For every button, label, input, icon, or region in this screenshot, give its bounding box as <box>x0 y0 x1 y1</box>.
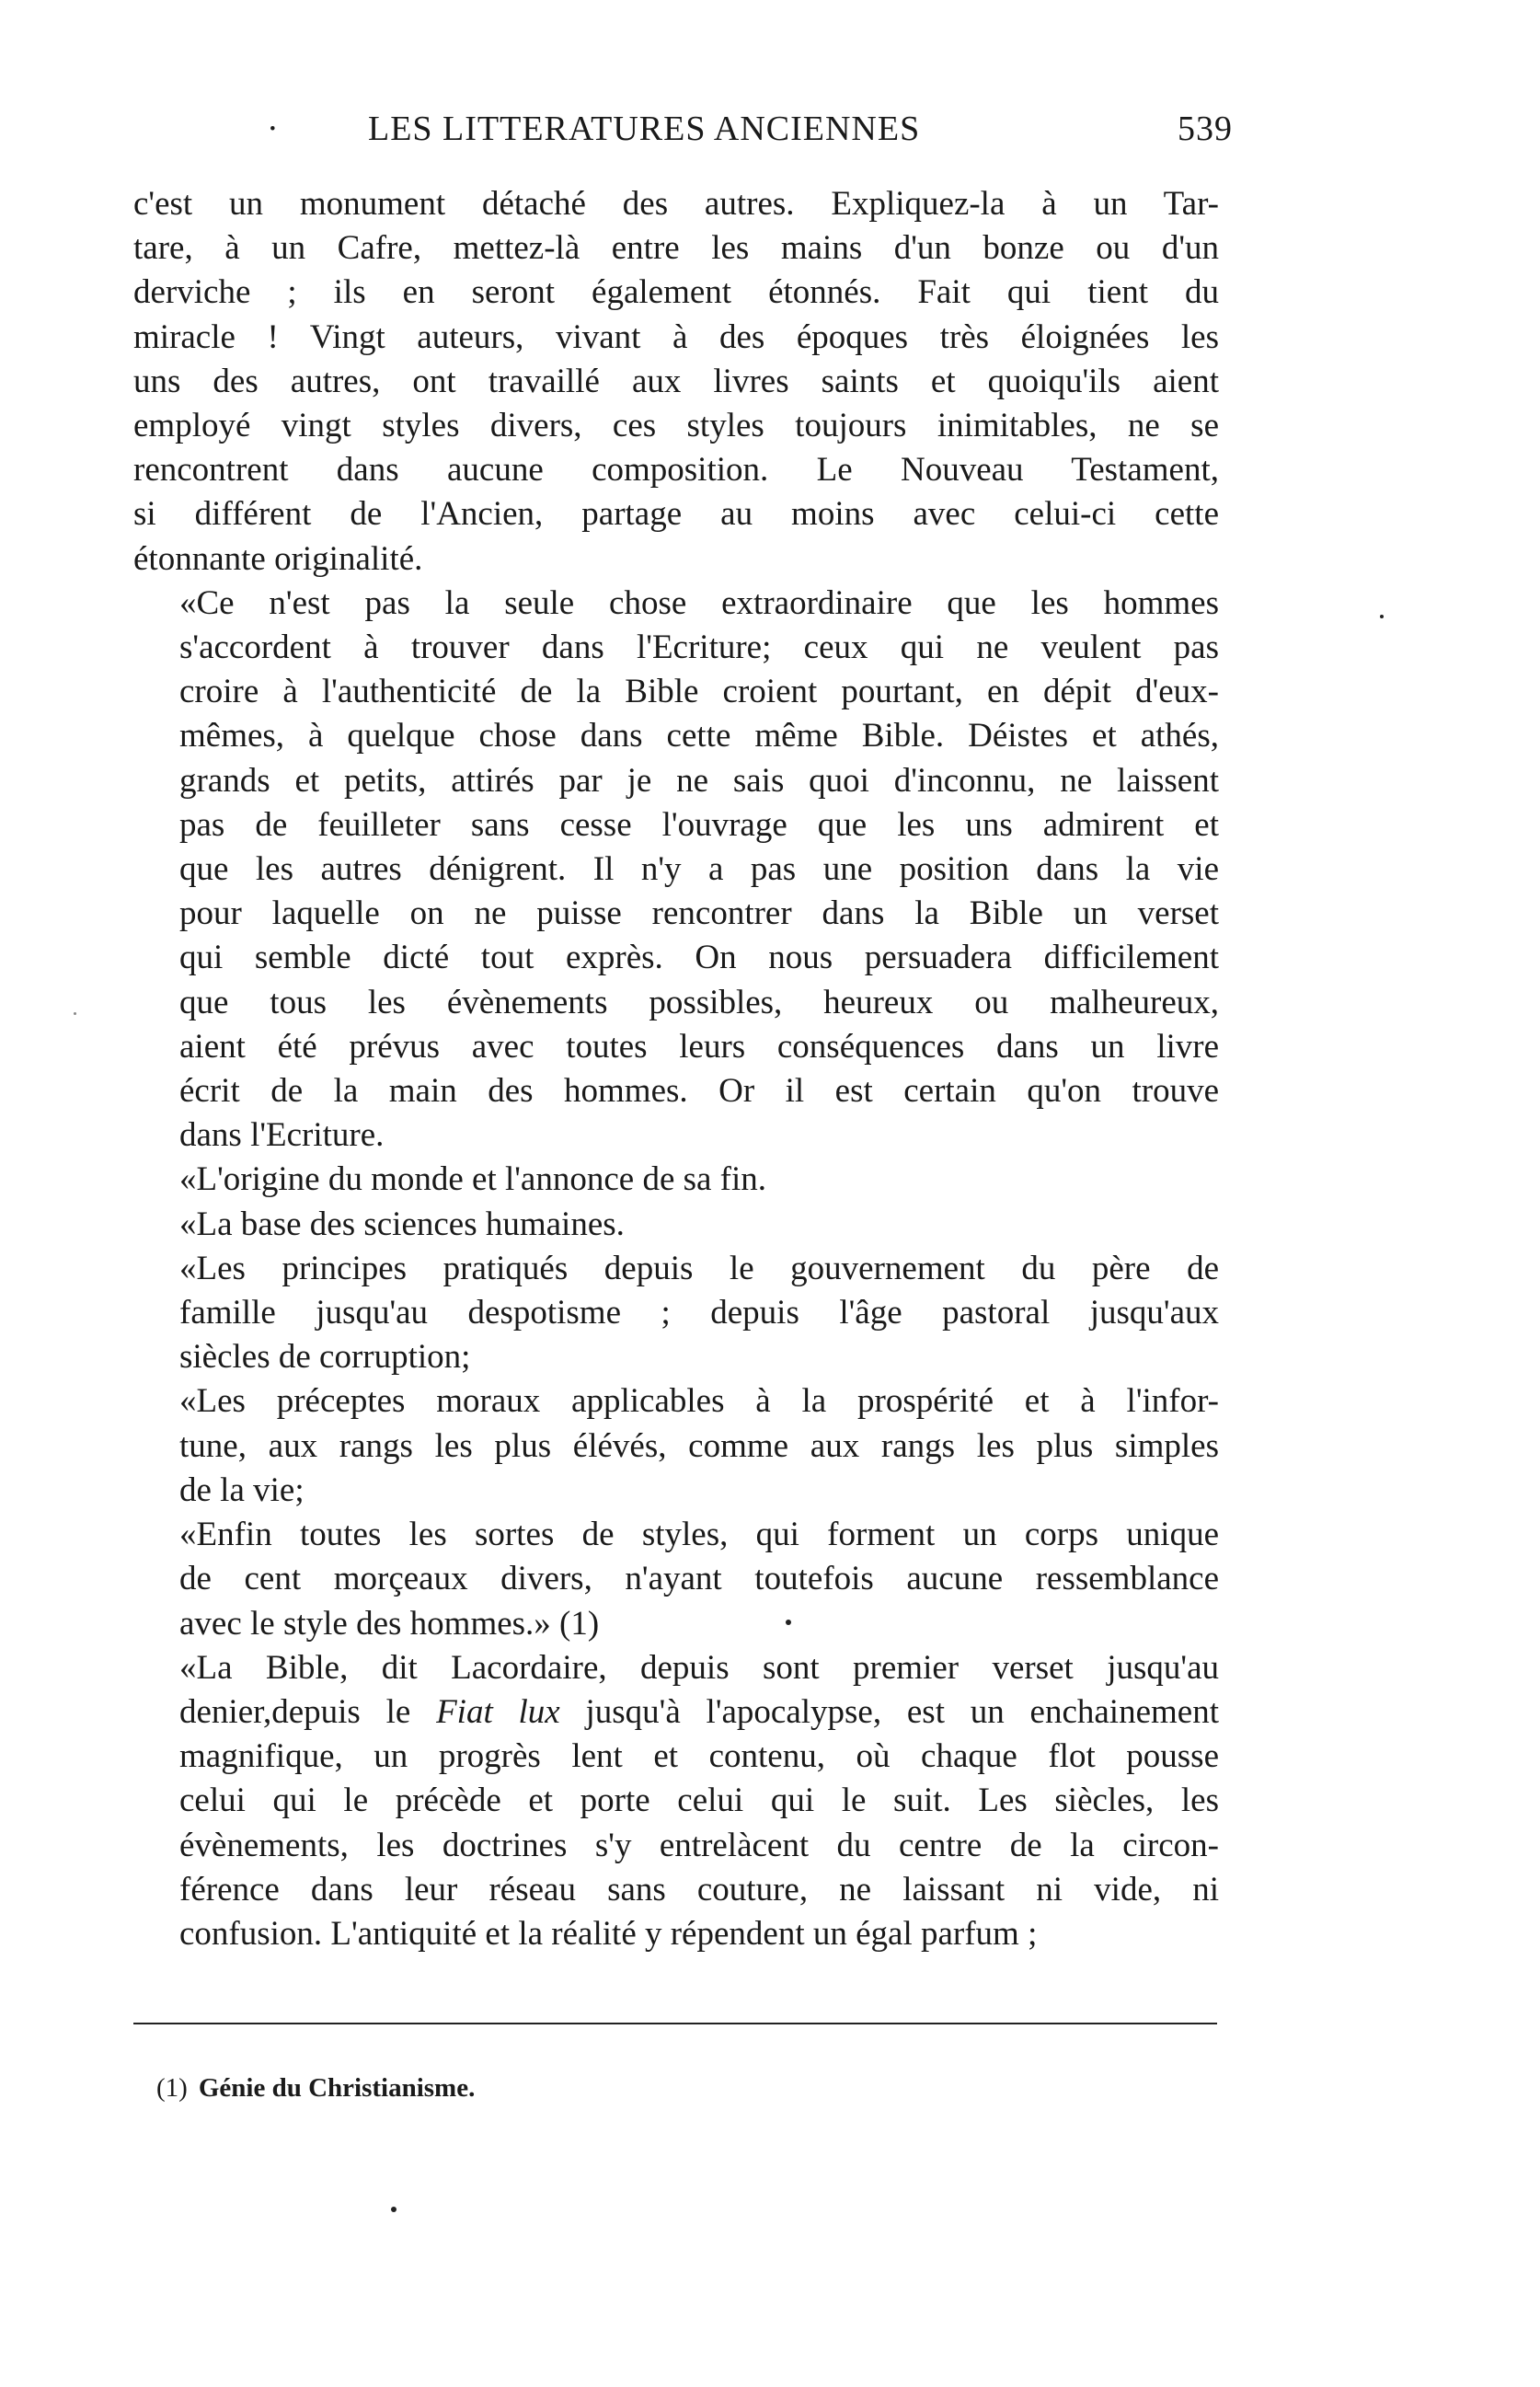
paragraph <box>133 1247 1219 1380</box>
text-line: férence dans leur réseau sans couture, ne laissant ni vide, ni <box>179 1870 1219 1908</box>
body-text <box>133 182 1219 1956</box>
text-line: écrit de la main des hommes. Or il est certain qu'on trouve <box>179 1072 1219 1111</box>
paragraph <box>133 1158 1219 1202</box>
text-line: employé vingt styles divers, ces styles toujours inimitables, ne se <box>133 407 1219 445</box>
text-line: croire à l'authenticité de la Bible croient pourtant, en dépit d'eux- <box>179 673 1219 711</box>
text-line: grands et petits, attirés par je ne sais quoi d'inconnu, ne laissent <box>179 761 1219 800</box>
paragraph <box>133 1646 1219 1956</box>
text-line: dans l'Ecriture. <box>179 1116 385 1155</box>
text-line: celui qui le précède et porte celui qui le suit. Les siècles, les <box>179 1782 1219 1820</box>
footnote-divider <box>133 2023 1217 2024</box>
text-line: évènements, les doctrines s'y entrelàcent du centre de la circon- <box>179 1826 1219 1864</box>
text-line: «Les préceptes moraux applicables à la prospérité et à l'infor- <box>179 1382 1219 1421</box>
text-line: pas de feuilleter sans cesse l'ouvrage que les uns admirent et <box>179 805 1219 844</box>
running-head <box>129 109 1233 164</box>
text-line: «La Bible, dit Lacordaire, depuis sont premier verset jusqu'au <box>179 1648 1219 1687</box>
text-line: avec le style des hommes.» (1) <box>179 1604 600 1643</box>
text-line: «La base des sciences humaines. <box>179 1205 625 1243</box>
text-line: denier,depuis le Fiat lux jusqu'à l'apocalypse, est un enchainement <box>179 1692 1219 1731</box>
text-line: si différent de l'Ancien, partage au moins avec celui-ci cette <box>133 495 1219 534</box>
text-line: que les autres dénigrent. Il n'y a pas une position dans la vie <box>179 850 1219 889</box>
ink-speck <box>391 2207 396 2212</box>
text-line: de cent morçeaux divers, n'ayant toutefois aucune ressemblance <box>179 1560 1219 1598</box>
text-line: qui semble dicté tout exprès. On nous persuadera difficilement <box>179 939 1219 977</box>
paragraph <box>133 182 1219 582</box>
text-line: famille jusqu'au despotisme ; depuis l'âge pastoral jusqu'aux <box>179 1294 1219 1332</box>
text-line: que tous les évènements possibles, heureux ou malheureux, <box>179 983 1219 1021</box>
text-line: étonnante originalité. <box>133 539 423 578</box>
ink-speck <box>74 1012 76 1015</box>
text-line: mêmes, à quelque chose dans cette même Bible. Déistes et athés, <box>179 717 1219 755</box>
text-line: confusion. L'antiquité et la réalité y répendent un égal parfum ; <box>179 1914 1038 1953</box>
footnote-text: Génie du Christianisme. <box>198 2073 476 2103</box>
ink-speck <box>786 1620 791 1625</box>
paragraph <box>133 1379 1219 1513</box>
text-line: «L'origine du monde et l'annonce de sa fin. <box>179 1160 767 1199</box>
text-line: «Ce n'est pas la seule chose extraordinaire que les hommes <box>179 583 1219 622</box>
text-line: uns des autres, ont travaillé aux livres saints et quoiqu'ils aient <box>133 362 1219 400</box>
text-line: c'est un monument détaché des autres. Expliquez-la à un Tar- <box>133 185 1219 223</box>
text-line: magnifique, un progrès lent et contenu, où chaque flot pousse <box>179 1737 1219 1776</box>
text-line: s'accordent à trouver dans l'Ecriture; ceux qui ne veulent pas <box>179 628 1219 667</box>
text-line: de la vie; <box>179 1470 305 1509</box>
text-line: derviche ; ils en seront également étonnés. Fait qui tient du <box>133 273 1219 312</box>
ink-speck <box>1380 615 1384 618</box>
footnote-marker: (1) <box>156 2073 188 2103</box>
header-dot: · <box>267 110 280 148</box>
paragraph <box>133 582 1219 1159</box>
text-line: miracle ! Vingt auteurs, vivant à des époques très éloignées les <box>133 317 1219 356</box>
text-line: «Les principes pratiqués depuis le gouvernement du père de <box>179 1249 1219 1287</box>
page-title: LES LITTERATURES ANCIENNES <box>368 110 921 148</box>
paragraph <box>133 1513 1219 1646</box>
text-line: aient été prévus avec toutes leurs conséquences dans un livre <box>179 1027 1219 1066</box>
text-line: siècles de corruption; <box>179 1338 471 1377</box>
paragraph <box>133 1203 1219 1247</box>
text-line: tune, aux rangs les plus élévés, comme aux rangs les plus simples <box>179 1426 1219 1465</box>
text-line: tare, à un Cafre, mettez-là entre les mains d'un bonze ou d'un <box>133 229 1219 268</box>
text-line: pour laquelle on ne puisse rencontrer dans la Bible un verset <box>179 894 1219 933</box>
footnote <box>156 2073 475 2104</box>
page-number: 539 <box>1178 110 1233 148</box>
text-line: «Enfin toutes les sortes de styles, qui forment un corps unique <box>179 1516 1219 1554</box>
text-line: rencontrent dans aucune composition. Le Nouveau Testament, <box>133 451 1219 490</box>
